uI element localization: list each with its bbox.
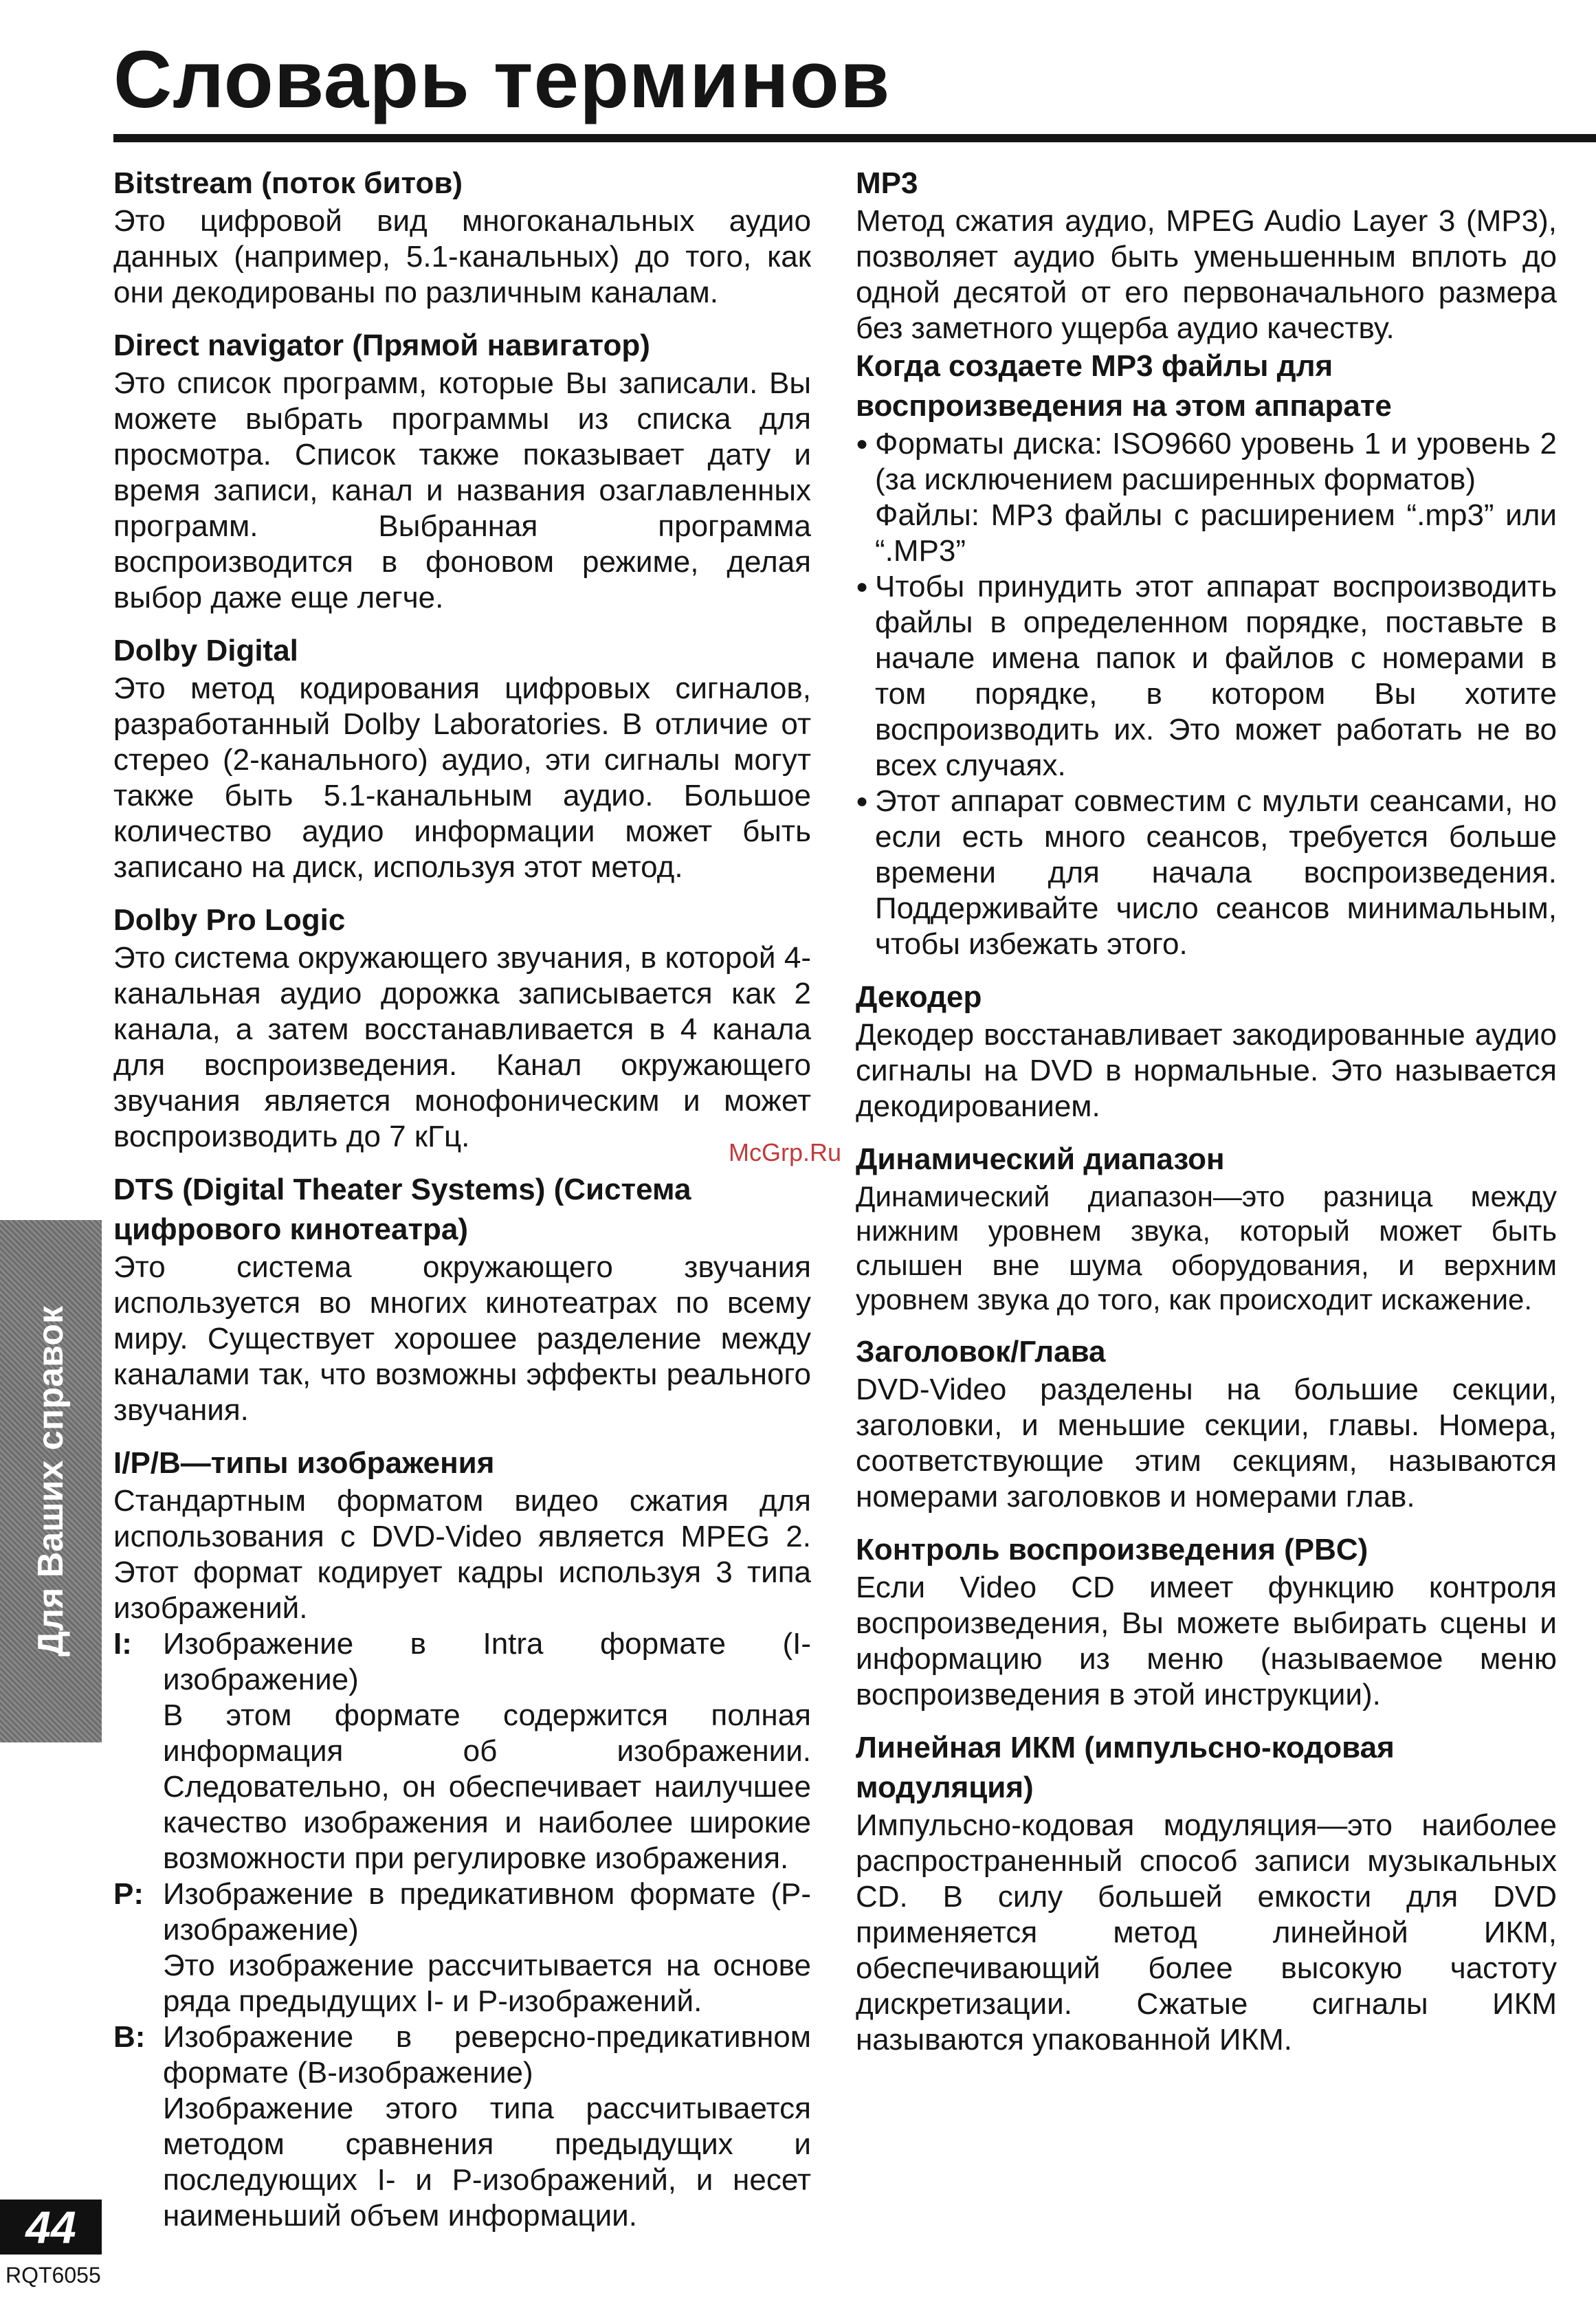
- term-definition: Это список программ, которые Вы записали. Вы можете выбрать программы из списка для просмотра. Список также показывает дату и время записи, канал и названия озаглавленных программ. Выбранная программа воспроизводится в фоновом режиме, делая выбор даже еще легче.: [113, 366, 811, 614]
- picture-type-name: Изображение в реверсно-предикативном формате (B-изображение): [163, 2020, 811, 2090]
- bullet-text: Файлы: MP3 файлы с расширением “.mp3” или “.MP3”: [875, 498, 1557, 568]
- picture-type-name: Изображение в Intra формате (I-изображение): [163, 1627, 811, 1696]
- bullet-text: ● Чтобы принудить этот аппарат воспроизводить файлы в определенном порядке, поставьте в начале имена папок и файлов с номерами в том порядке, в котором Вы хотите воспроизводить их. Это может работать не во всех случаях.: [875, 570, 1557, 782]
- title-rule: [113, 134, 1596, 142]
- page-number: 44: [0, 2200, 102, 2255]
- term-definition: Это система окружающего звучания используется во многих кинотеатрах по всему миру. Существует хорошее разделение между каналами так, что возможны эффекты реального звучания.: [113, 1250, 811, 1427]
- term-heading: Заголовок/Глава: [856, 1335, 1106, 1369]
- picture-type-letter: P:: [113, 1877, 144, 1911]
- section-side-tab: [0, 1220, 102, 1742]
- picture-type-name: Изображение в предикативном формате (P-изображение): [163, 1877, 811, 1947]
- glossary-entry-lpcm: [856, 1728, 1557, 2058]
- picture-type-description: В этом формате содержится полная информация об изображении. Следовательно, он обеспечивает наилучшее качество изображения и наиболее широкие возможности при регулировке изображения.: [163, 1698, 811, 1875]
- watermark-text: McGrp.Ru: [729, 1138, 842, 1166]
- list-item: [856, 784, 1557, 962]
- mp3-subheading: Когда создаете MP3 файлы для воспроизведения на этом аппарате: [856, 349, 1392, 423]
- model-code: RQT6055: [5, 2263, 101, 2288]
- bullet-text: ● Этот аппарат совместим с мульти сеансами, но если есть много сеансов, требуется больше времени для начала воспроизведения. Поддерживайте число сеансов минимальным, чтобы избежать этого.: [875, 784, 1557, 961]
- list-item: [856, 569, 1557, 784]
- term-heading: DTS (Digital Theater Systems) (Система цифрового кинотеатра): [113, 1173, 691, 1246]
- term-definition: Метод сжатия аудио, MPEG Audio Layer 3 (MP3), позволяет аудио быть уменьшенным вплоть до одной десятой от его первоначального размера без заметного ущерба аудио качеству.: [856, 204, 1557, 345]
- mp3-bullet-list: [856, 426, 1557, 962]
- picture-type-description: Изображение этого типа рассчитывается методом сравнения предыдущих и последующих I- и P-изображений, и несет наименьший объем информации.: [163, 2092, 811, 2233]
- list-item: [856, 426, 1557, 569]
- term-heading: Декодер: [856, 980, 982, 1014]
- term-heading: I/P/B—типы изображения: [113, 1446, 495, 1480]
- term-heading: Bitstream (поток битов): [113, 166, 463, 200]
- glossary-entry-bitstream: [113, 164, 811, 311]
- term-heading: MP3: [856, 166, 918, 200]
- picture-type-p: [113, 1876, 811, 2019]
- term-heading: Динамический диапазон: [856, 1142, 1225, 1176]
- term-heading: Dolby Pro Logic: [113, 903, 346, 937]
- glossary-entry-dolby-pro-logic: [113, 900, 811, 1155]
- glossary-entry-mp3: [856, 164, 1557, 962]
- term-definition: Это метод кодирования цифровых сигналов, разработанный Dolby Laboratories. В отличие от стерео (2-канального) аудио, эти сигналы могут также быть 5.1-канальным аудио. Большое количество аудио информации может быть записано на диск, используя этот метод.: [113, 672, 811, 884]
- side-tab-label: Для Ваших справок: [31, 1305, 71, 1657]
- glossary-entry-pbc: [856, 1530, 1557, 1713]
- picture-type-description: Это изображение рассчитывается на основе ряда предыдущих I- и P-изображений.: [163, 1949, 811, 2018]
- term-definition: Декодер восстанавливает закодированные аудио сигналы на DVD в нормальные. Это называется декодированием.: [856, 1018, 1557, 1123]
- term-heading: Линейная ИКМ (импульсно-кодовая модуляция): [856, 1731, 1395, 1804]
- glossary-entry-direct-navigator: [113, 326, 811, 616]
- glossary-entry-dolby-digital: [113, 631, 811, 885]
- term-heading: Контроль воспроизведения (PBC): [856, 1533, 1368, 1566]
- picture-type-b: [113, 2019, 811, 2234]
- bullet-text: ● Форматы диска: ISO9660 уровень 1 и уровень 2 (за исключением расширенных форматов): [875, 427, 1557, 496]
- term-definition: Стандартным форматом видео сжатия для использования с DVD-Video является MPEG 2. Этот формат кодирует кадры используя 3 типа изображений.: [113, 1484, 811, 1625]
- term-definition: Это система окружающего звучания, в которой 4-канальная аудио дорожка записывается как 2 канала, а затем восстанавливается в 4 канала для воспроизведения. Канал окружающего звучания является монофоническим и может воспроизводить до 7 кГц.: [113, 941, 811, 1153]
- glossary-entry-ipb: [113, 1443, 811, 2234]
- glossary-entry-dts: [113, 1170, 811, 1428]
- term-definition: Если Video CD имеет функцию контроля воспроизведения, Вы можете выбирать сцены и информацию из меню (называемое меню воспроизведения в этой инструкции).: [856, 1571, 1557, 1712]
- page-title: Словарь терминов: [113, 34, 891, 125]
- glossary-entry-dynamic-range: [856, 1140, 1557, 1317]
- term-definition: Динамический диапазон—это разница между нижним уровнем звука, который может быть слышен вне шума оборудования, и верхним уровнем звука до того, как происходит искажение.: [856, 1180, 1557, 1316]
- glossary-entry-decoder: [856, 977, 1557, 1125]
- picture-type-letter: B:: [113, 2020, 146, 2054]
- left-column: [113, 164, 811, 2249]
- glossary-entry-title-chapter: [856, 1332, 1557, 1515]
- term-heading: Direct navigator (Прямой навигатор): [113, 329, 650, 362]
- term-definition: Импульсно-кодовая модуляция—это наиболее распространенный способ записи музыкальных CD. В силу большей емкости для DVD применяется метод линейной ИКМ, обеспечивающий более высокую частоту дискретизации. Сжатые сигналы ИКМ называются упакованной ИКМ.: [856, 1808, 1557, 2057]
- term-heading: Dolby Digital: [113, 634, 298, 667]
- picture-type-letter: I:: [113, 1627, 132, 1661]
- picture-type-i: [113, 1626, 811, 1876]
- right-column: [856, 164, 1557, 2073]
- term-definition: DVD-Video разделены на большие секции, заголовки, и меньшие секции, главы. Номера, соответствующие этим секциям, называются номерами заголовков и номерами глав.: [856, 1373, 1557, 1514]
- term-definition: Это цифровой вид многоканальных аудио данных (например, 5.1-канальных) до того, как они декодированы по различным каналам.: [113, 204, 811, 309]
